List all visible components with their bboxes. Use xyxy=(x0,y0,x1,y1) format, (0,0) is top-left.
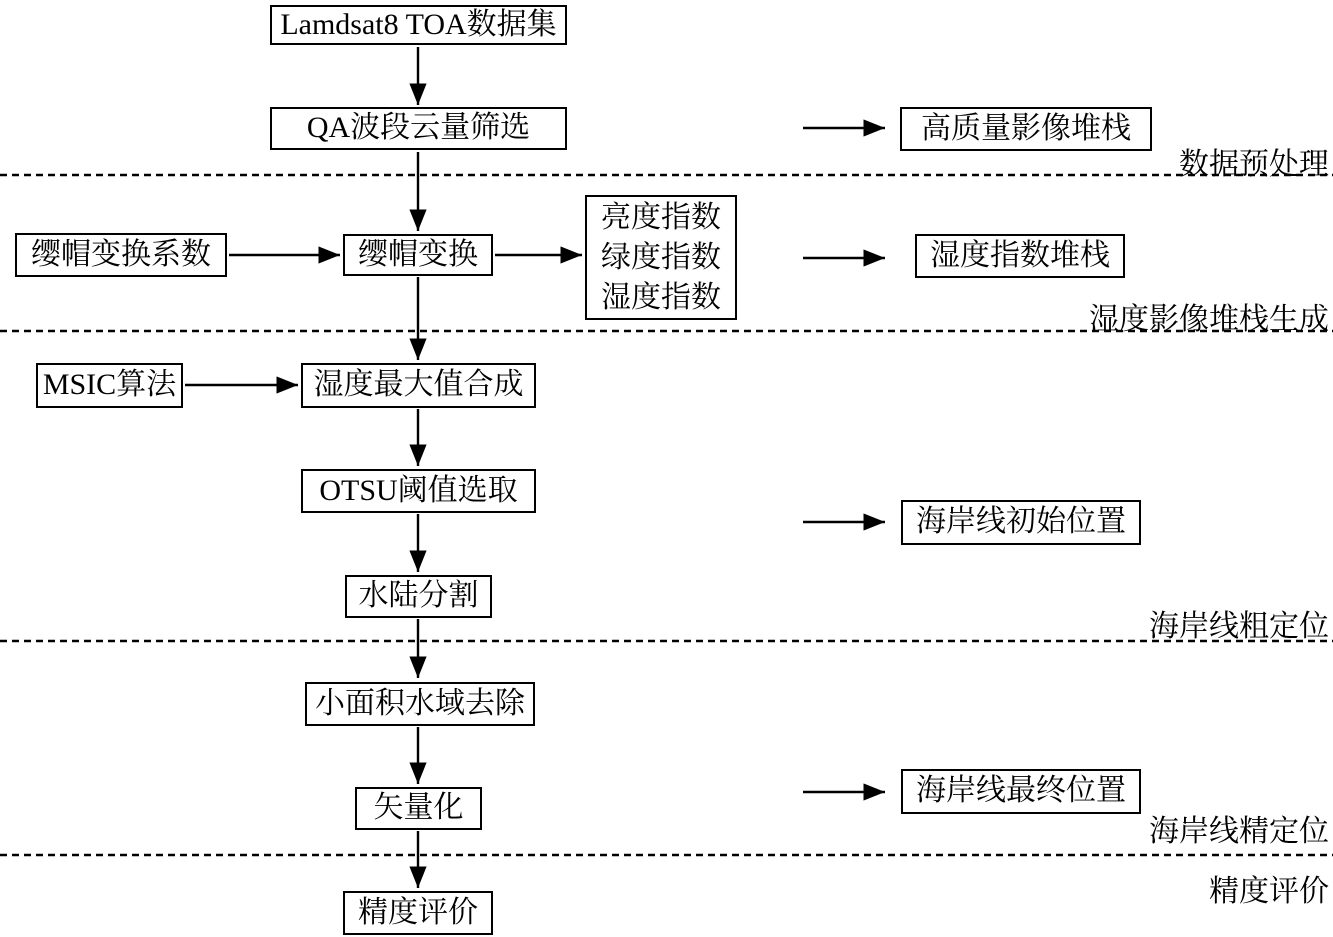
stage-label-stack-generation: 湿度影像堆栈生成 xyxy=(1089,303,1329,336)
stage-label-coarse-positioning: 海岸线粗定位 xyxy=(1149,610,1329,643)
node-small-water-removal: 小面积水域去除 xyxy=(305,682,535,726)
node-qa-cloud-filter: QA波段云量筛选 xyxy=(270,107,567,150)
node-index-list xyxy=(585,195,737,320)
index-brightness: 亮度指数 xyxy=(601,200,721,234)
stage-label-fine-positioning: 海岸线精定位 xyxy=(1149,815,1329,848)
node-wetness-max-composite: 湿度最大值合成 xyxy=(301,363,536,408)
output-initial-coastline: 海岸线初始位置 xyxy=(901,500,1141,545)
output-final-coastline: 海岸线最终位置 xyxy=(901,769,1141,814)
node-vectorization: 矢量化 xyxy=(355,787,482,830)
node-water-land-segmentation: 水陆分割 xyxy=(345,575,492,618)
output-wetness-index-stack: 湿度指数堆栈 xyxy=(915,234,1125,278)
node-otsu-threshold: OTSU阈值选取 xyxy=(301,469,536,513)
stage-label-preprocessing: 数据预处理 xyxy=(1179,148,1329,181)
node-tc-coefficients: 缨帽变换系数 xyxy=(15,233,227,277)
node-accuracy-evaluation: 精度评价 xyxy=(343,891,493,935)
output-hq-image-stack: 高质量影像堆栈 xyxy=(900,107,1152,151)
index-greenness: 绿度指数 xyxy=(601,240,721,274)
stage-label-accuracy-evaluation: 精度评价 xyxy=(1209,875,1329,908)
node-msic: MSIC算法 xyxy=(36,363,183,408)
index-wetness: 湿度指数 xyxy=(601,280,721,314)
node-dataset: Lamdsat8 TOA数据集 xyxy=(270,5,567,45)
node-tc-transform: 缨帽变换 xyxy=(343,234,493,276)
